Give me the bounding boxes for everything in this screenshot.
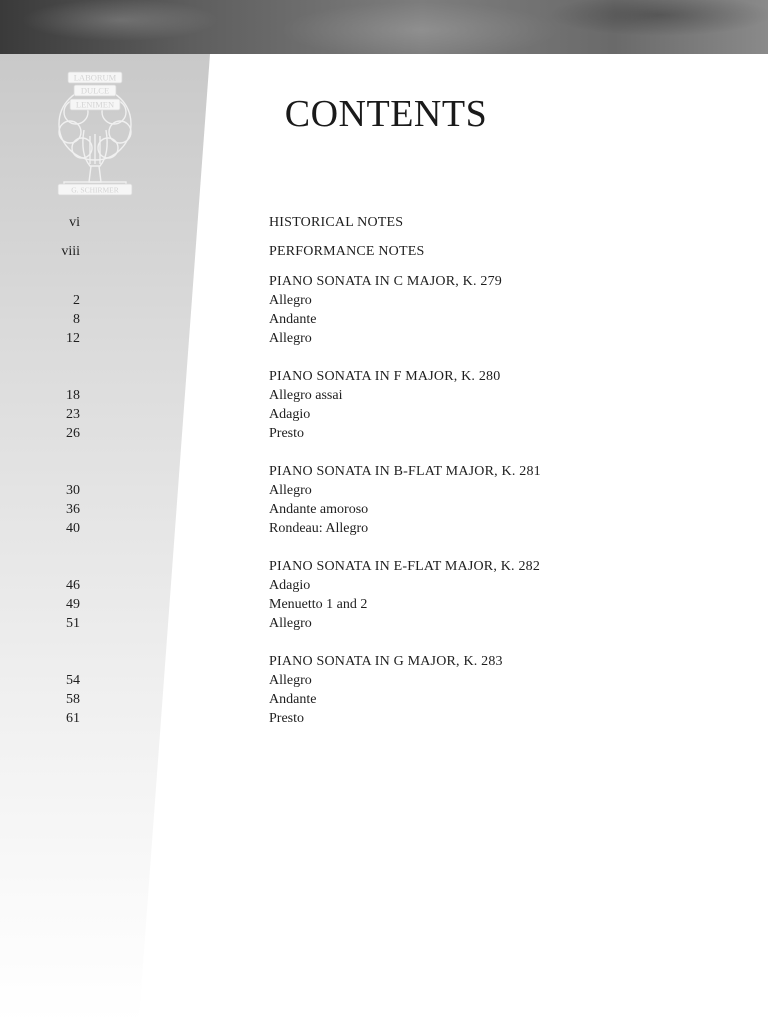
seal-ribbon-3: LENIMEN <box>75 99 115 110</box>
page-number: 2 <box>73 293 80 308</box>
movement-label: Presto <box>269 711 304 726</box>
page-number: 40 <box>66 521 80 536</box>
movement-entry <box>0 519 600 538</box>
sonata-heading <box>0 652 600 671</box>
page-number: 36 <box>66 502 80 517</box>
seal-ribbon-2: DULCE <box>80 85 110 96</box>
page-number: 26 <box>66 426 80 441</box>
page-number: 30 <box>66 483 80 498</box>
toc-entry <box>0 213 600 232</box>
movement-entry <box>0 405 600 424</box>
movement-entry <box>0 386 600 405</box>
sonata-heading <box>0 557 600 576</box>
movement-label: Allegro <box>269 483 312 498</box>
sonata-title: PIANO SONATA IN F MAJOR, K. 280 <box>269 369 501 384</box>
page-number: 8 <box>73 312 80 327</box>
entry-label: HISTORICAL NOTES <box>269 215 404 230</box>
sonata-heading <box>0 462 600 481</box>
movement-entry <box>0 614 600 633</box>
sonata-title: PIANO SONATA IN G MAJOR, K. 283 <box>269 654 503 669</box>
sonata-title: PIANO SONATA IN B-FLAT MAJOR, K. 281 <box>269 464 541 479</box>
movement-entry <box>0 690 600 709</box>
movement-entry <box>0 481 600 500</box>
movement-label: Allegro assai <box>269 388 343 403</box>
page-number: 51 <box>66 616 80 631</box>
movement-label: Allegro <box>269 616 312 631</box>
movement-entry <box>0 500 600 519</box>
page-number: viii <box>61 244 80 259</box>
movement-label: Presto <box>269 426 304 441</box>
sonata-title: PIANO SONATA IN C MAJOR, K. 279 <box>269 274 502 289</box>
movement-label: Andante amoroso <box>269 502 369 517</box>
sonata-title: PIANO SONATA IN E-FLAT MAJOR, K. 282 <box>269 559 541 574</box>
movement-entry <box>0 709 600 728</box>
sonata-heading <box>0 367 600 386</box>
movement-label: Adagio <box>269 407 311 422</box>
sonata-heading <box>0 272 600 291</box>
page-number: 46 <box>66 578 80 593</box>
seal-ribbon-1: LABORUM <box>73 72 117 83</box>
page-number: vi <box>69 215 80 230</box>
page-number: 12 <box>66 331 80 346</box>
movement-label: Menuetto 1 and 2 <box>269 597 368 612</box>
movement-entry <box>0 424 600 443</box>
movement-label: Andante <box>269 312 317 327</box>
header-band <box>0 0 768 54</box>
page-number: 54 <box>66 673 80 688</box>
movement-entry <box>0 310 600 329</box>
movement-entry <box>0 329 600 348</box>
entry-label: PERFORMANCE NOTES <box>269 244 425 259</box>
movement-label: Adagio <box>269 578 311 593</box>
seal-ribbon-4: G. SCHIRMER <box>71 185 119 195</box>
movement-entry <box>0 595 600 614</box>
movement-label: Andante <box>269 692 317 707</box>
page-number: 23 <box>66 407 80 422</box>
movement-entry <box>0 291 600 310</box>
movement-entry <box>0 576 600 595</box>
page-number: 58 <box>66 692 80 707</box>
page-title: CONTENTS <box>284 93 488 135</box>
page-number: 49 <box>66 597 80 612</box>
movement-label: Rondeau: Allegro <box>269 521 369 536</box>
movement-label: Allegro <box>269 293 312 308</box>
movement-label: Allegro <box>269 673 312 688</box>
page-number: 61 <box>66 711 80 726</box>
toc-entry <box>0 242 600 261</box>
movement-label: Allegro <box>269 331 312 346</box>
page-number: 18 <box>66 388 80 403</box>
movement-entry <box>0 671 600 690</box>
